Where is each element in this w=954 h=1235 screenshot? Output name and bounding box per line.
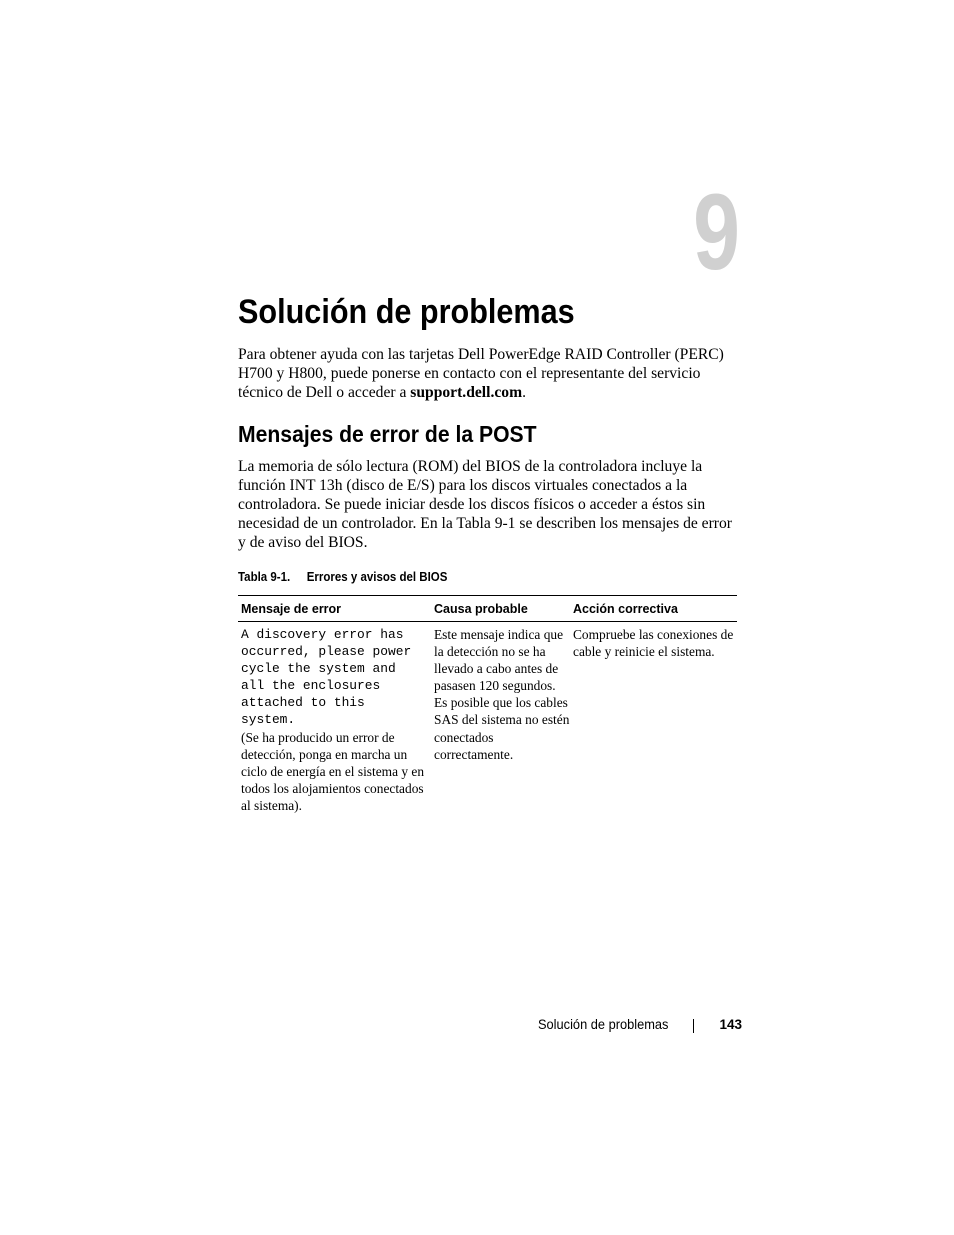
table-header-row [238,595,737,622]
page-footer [538,1016,742,1034]
intro-text-end: . [522,384,526,401]
section-paragraph: La memoria de sólo lectura (ROM) del BIOS de la controladora incluye la función INT 13h (disco de E/S) para los discos virtuales conectados a la controladora. Se puede iniciar desde los discos físicos o acceder a éstos sin necesidad de un controlador. En la Tabla 9-1 se describen los mensajes de error y de aviso del BIOS. [238,458,732,551]
header-error-message: Mensaje de error [241,601,342,616]
chapter-title: Solución de problemas [238,293,575,331]
header-corrective-action: Acción correctiva [573,601,678,616]
intro-text: Para obtener ayuda con las tarjetas Dell PowerEdge RAID Controller (PERC) H700 y H800, puede ponerse en contacto con el representante del servicio técnico de Dell o acceder a [238,346,724,401]
bios-errors-table [238,595,737,814]
error-message-code: A discovery error has occurred, please power cycle the system and all the enclosures attached to this system. [241,627,412,728]
table-caption-title: Errores y avisos del BIOS [306,570,448,584]
corrective-action-cell: Compruebe las conexiones de cable y reinicie el sistema. [573,627,734,660]
footer-section-title: Solución de problemas [538,1017,669,1032]
chapter-number: 9 [693,171,740,292]
error-message-translation: (Se ha producido un error de detección, ponga en marcha un ciclo de energía en el sistema y en todos los alojamientos conectados al sistema). [241,729,425,813]
intro-paragraph [238,345,738,402]
header-probable-cause: Causa probable [434,601,528,616]
support-link[interactable]: support.dell.com [410,384,523,401]
error-message-cell [238,626,431,814]
page-number: 143 [719,1017,742,1032]
section-heading: Mensajes de error de la POST [238,421,537,447]
table-row [238,622,737,814]
table-caption-label: Tabla 9-1. [238,570,291,584]
footer-separator [693,1019,694,1033]
probable-cause-cell: Este mensaje indica que la detección no se ha llevado a cabo antes de pasasen 120 segundos. Es posible que los cables SAS del sistema no estén conectados correctamente. [434,627,570,762]
table-caption [238,569,447,585]
